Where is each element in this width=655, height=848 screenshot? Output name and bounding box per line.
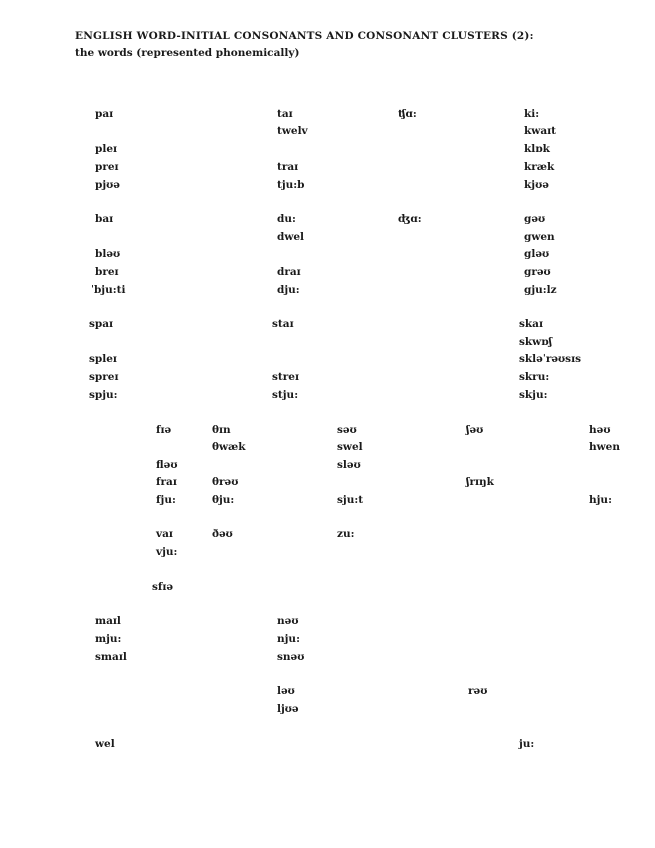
word-thin: θɪn — [212, 424, 231, 436]
word-mju: mju: — [95, 633, 122, 645]
word-fia: fɪə — [156, 424, 172, 436]
word-plei: pleɪ — [95, 143, 117, 155]
word-brei: breɪ — [95, 266, 119, 278]
word-tsha: ʧɑ: — [398, 108, 417, 120]
word-ju: ju: — [519, 738, 535, 750]
word-zu: zu: — [337, 528, 355, 540]
word-gau: gəʊ — [524, 213, 546, 225]
word-strei: streɪ — [272, 371, 299, 383]
word-skru: skru: — [519, 371, 550, 383]
word-bjuti: ˈbju:ti — [91, 284, 126, 296]
word-drai: draɪ — [277, 266, 301, 278]
word-ljua: ljʊə — [277, 703, 299, 715]
word-skju: skju: — [519, 389, 548, 401]
word-dhau: ðəʊ — [212, 528, 233, 540]
word-twelv: twelv — [277, 125, 308, 137]
word-mail: maɪl — [95, 615, 121, 627]
word-stju: stju: — [272, 389, 299, 401]
page-title: ENGLISH WORD-INITIAL CONSONANTS AND CONSONANT CLUSTERS (2): — [75, 30, 534, 42]
word-spai: spaɪ — [89, 318, 114, 330]
word-ki: ki: — [524, 108, 540, 120]
word-hju: hju: — [589, 494, 612, 506]
word-hwen: hwen — [589, 441, 620, 453]
word-dju: dju: — [277, 284, 300, 296]
word-vai: vaɪ — [156, 528, 173, 540]
word-skai: skaɪ — [519, 318, 543, 330]
page-subtitle: the words (represented phonemically) — [75, 47, 300, 59]
word-fju: fju: — [156, 494, 176, 506]
word-tjub: tju:b — [277, 179, 305, 191]
word-klok: klɒk — [524, 143, 550, 155]
word-hau: həʊ — [589, 424, 611, 436]
word-stai: staɪ — [272, 318, 294, 330]
word-nju: nju: — [277, 633, 300, 645]
word-thrau: θrəʊ — [212, 476, 239, 488]
word-pai: paɪ — [95, 108, 114, 120]
word-vju: vju: — [156, 546, 178, 558]
word-sjut: sju:t — [337, 494, 364, 506]
word-glau: gləʊ — [524, 248, 550, 260]
word-kwait: kwaɪt — [524, 125, 556, 137]
word-grau: grəʊ — [524, 266, 551, 278]
word-flau: fləʊ — [156, 459, 178, 471]
word-spju: spju: — [89, 389, 118, 401]
word-kjua: kjʊə — [524, 179, 549, 191]
word-snau: snəʊ — [277, 651, 305, 663]
word-lau: ləʊ — [277, 685, 295, 697]
word-shau: ʃəʊ — [466, 424, 484, 436]
word-frai: fraɪ — [156, 476, 177, 488]
word-sprei: spreɪ — [89, 371, 119, 383]
word-wel: wel — [95, 738, 115, 750]
word-smail: smaɪl — [95, 651, 127, 663]
word-bai: baɪ — [95, 213, 114, 225]
word-gjulz: gju:lz — [524, 284, 557, 296]
word-splei: spleɪ — [89, 353, 117, 365]
word-kraek: kræk — [524, 161, 555, 173]
word-sklerausis: skləˈrəʊsɪs — [519, 353, 581, 365]
word-nau: nəʊ — [277, 615, 299, 627]
word-dwel: dwel — [277, 231, 305, 243]
word-rau: rəʊ — [468, 685, 488, 697]
word-blau: bləʊ — [95, 248, 121, 260]
word-swel: swel — [337, 441, 363, 453]
word-shrink: ʃrɪŋk — [466, 476, 494, 488]
word-gwen: gwen — [524, 231, 555, 243]
word-thju: θju: — [212, 494, 235, 506]
word-prei: preɪ — [95, 161, 119, 173]
word-tai: taɪ — [277, 108, 293, 120]
word-sfia: sfɪə — [152, 581, 174, 593]
word-dzha: ʤɑ: — [398, 213, 422, 225]
word-du: du: — [277, 213, 296, 225]
word-thwaek: θwæk — [212, 441, 246, 453]
word-slau: sləʊ — [337, 459, 361, 471]
word-skwosh: skwɒʃ — [519, 336, 553, 348]
word-trai: traɪ — [277, 161, 299, 173]
word-pjua: pjʊə — [95, 179, 120, 191]
word-sau: səʊ — [337, 424, 357, 436]
